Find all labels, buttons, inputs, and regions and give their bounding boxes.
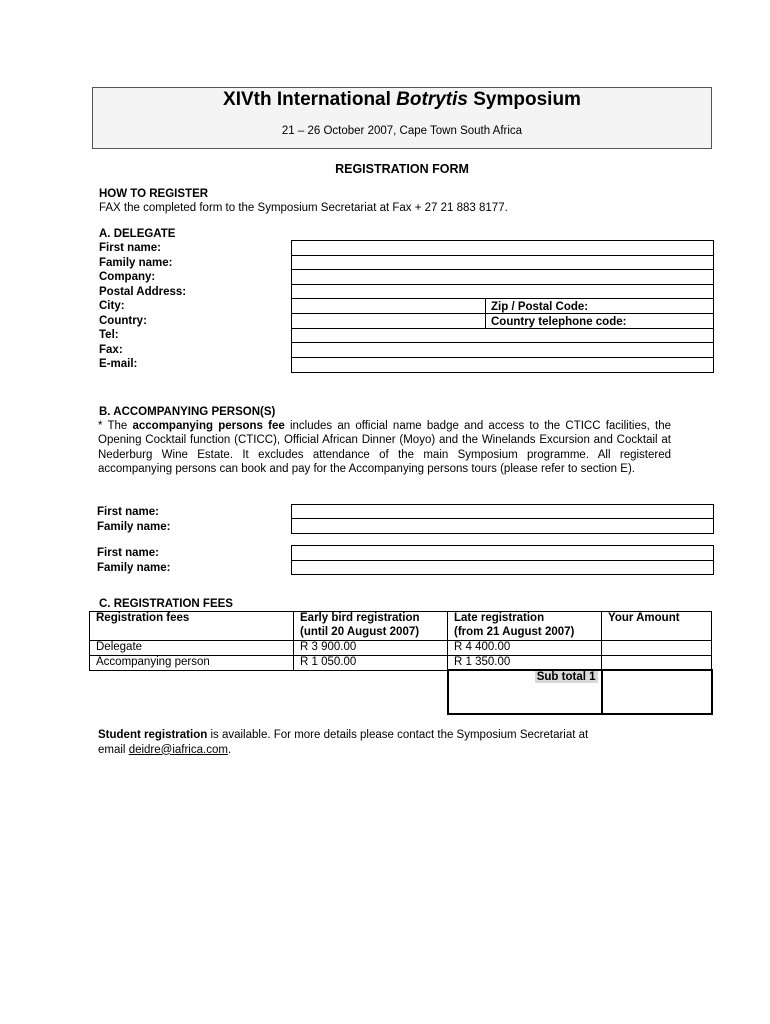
acc-text-bold: accompanying persons fee — [132, 420, 285, 432]
acc2-first-name-label: First name: — [97, 547, 159, 559]
fees-header-row — [90, 612, 712, 641]
page-subtitle: 21 – 26 October 2007, Cape Town South Africa — [281, 125, 523, 137]
email-field[interactable] — [292, 358, 713, 372]
row-late-fee: R 1 350.00 — [448, 655, 602, 670]
form-heading: REGISTRATION FORM — [335, 162, 469, 176]
student-bold: Student registration — [98, 729, 208, 741]
fees-subtotal-row — [90, 670, 712, 714]
label-company: Company: — [99, 271, 156, 283]
delegate-field-grid — [291, 240, 714, 373]
acc1-family-name-field[interactable] — [292, 519, 713, 533]
title-italic: Botrytis — [396, 89, 468, 110]
header-early-bird — [294, 612, 448, 641]
postal-address-field[interactable] — [292, 285, 713, 299]
subtotal-empty — [294, 670, 448, 714]
tel-field[interactable] — [292, 329, 713, 343]
label-first-name: First name: — [99, 242, 161, 254]
zip-label: Zip / Postal Code: — [491, 301, 589, 313]
how-to-heading: HOW TO REGISTER — [99, 188, 209, 200]
how-to-text: FAX the completed form to the Symposium Secretariat at Fax + 27 21 883 8177. — [99, 202, 508, 214]
first-name-field[interactable] — [292, 241, 713, 256]
subtotal-label: Sub total 1 — [536, 671, 596, 683]
acc1-first-name-label: First name: — [97, 506, 159, 518]
label-email: E-mail: — [99, 358, 138, 370]
student-text: is available. For more details please contact the Symposium Secretariat at — [207, 729, 589, 741]
company-field[interactable] — [292, 270, 713, 285]
late-title: Late registration — [454, 612, 545, 624]
subtotal-label-cell — [448, 670, 602, 714]
email-link[interactable]: deidre@iafrica.com — [128, 743, 228, 756]
row-late-fee: R 4 400.00 — [448, 641, 602, 656]
acc-text-post: includes an official name badge and access to the CTICC facilities, the Opening Cocktail function (CTICC), Official African Dinner (Moyo) and the Winelands Excursion and Cocktail at Nederburg Wine Estate. It excludes attendance of the main Symposium programme. All registered accompanying persons can book and pay for the Accompanying persons tours (please refer to section E). — [98, 420, 671, 475]
subtotal-empty — [90, 670, 294, 714]
acc2-family-name-field[interactable] — [292, 561, 713, 574]
student-note — [98, 728, 698, 757]
student-line-1 — [98, 728, 698, 743]
field-divider — [485, 299, 486, 329]
email-suffix: . — [227, 743, 232, 756]
delegate-labels — [99, 241, 186, 372]
accompanying-amount-field[interactable] — [602, 655, 712, 670]
subtotal-amount-field[interactable] — [602, 670, 712, 714]
accompanying-heading: B. ACCOMPANYING PERSON(S) — [99, 406, 276, 418]
header-your-amount: Your Amount — [602, 612, 712, 641]
acc2-labels — [97, 546, 171, 575]
acc1-labels — [97, 505, 171, 534]
fax-field[interactable] — [292, 343, 713, 358]
acc2-first-name-field[interactable] — [292, 546, 713, 561]
delegate-amount-field[interactable] — [602, 641, 712, 656]
label-tel: Tel: — [99, 329, 119, 341]
header-registration-fees: Registration fees — [90, 612, 294, 641]
label-country: Country: — [99, 314, 147, 327]
header-late — [448, 612, 602, 641]
early-bird-date: (until 20 August 2007) — [300, 625, 420, 638]
acc-text-pre: * The — [98, 420, 133, 432]
label-postal-address: Postal Address: — [99, 285, 187, 298]
fees-table — [89, 611, 713, 715]
acc1-family-name-label: Family name: — [97, 520, 171, 533]
acc2-family-name-label: Family name: — [97, 561, 171, 574]
fees-row-delegate — [90, 641, 712, 656]
row-label: Delegate — [90, 641, 294, 656]
country-code-label: Country telephone code: — [491, 316, 627, 328]
acc2-field-grid — [291, 545, 714, 575]
late-date: (from 21 August 2007) — [454, 625, 575, 638]
label-fax: Fax: — [99, 343, 123, 356]
fees-heading: C. REGISTRATION FEES — [99, 598, 233, 610]
row-early-fee: R 3 900.00 — [294, 641, 448, 656]
early-bird-title: Early bird registration — [300, 612, 420, 624]
family-name-field[interactable] — [292, 256, 713, 270]
accompanying-description — [98, 419, 671, 476]
title-post: Symposium — [467, 89, 581, 110]
student-line-2 — [98, 743, 698, 758]
page-title — [92, 89, 712, 111]
fees-row-accompanying — [90, 655, 712, 670]
label-city: City: — [99, 300, 125, 312]
label-family-name: Family name: — [99, 256, 173, 269]
row-label: Accompanying person — [90, 655, 294, 670]
email-prefix: email — [98, 743, 129, 756]
acc1-first-name-field[interactable] — [292, 505, 713, 519]
delegate-heading: A. DELEGATE — [99, 228, 176, 240]
title-pre: XIVth International — [223, 89, 397, 110]
row-early-fee: R 1 050.00 — [294, 655, 448, 670]
acc1-field-grid — [291, 504, 714, 534]
